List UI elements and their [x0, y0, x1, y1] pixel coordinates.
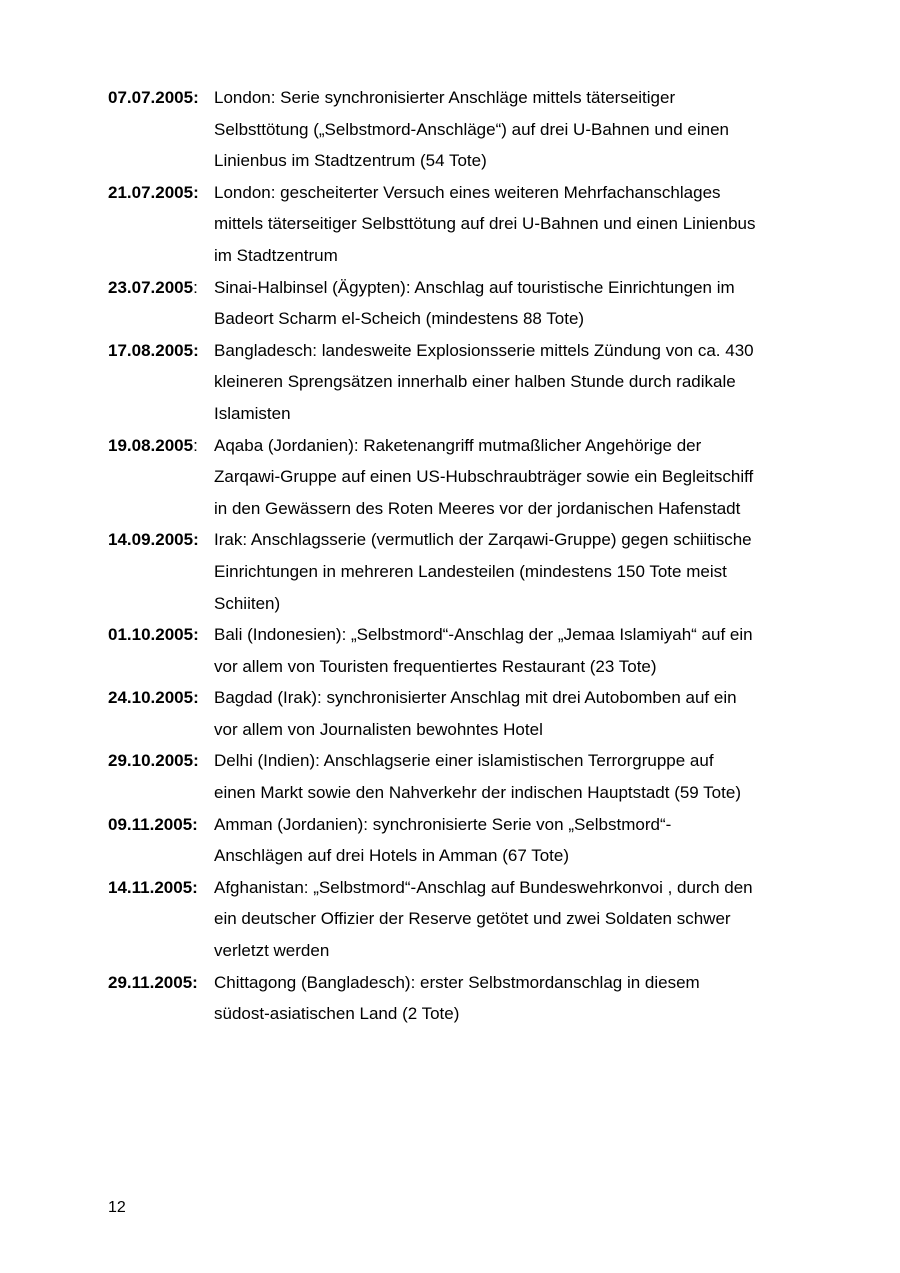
chronology-entry — [108, 335, 808, 430]
chronology-entry — [108, 177, 808, 272]
entry-text: Chittagong (Bangladesch): erster Selbstmordanschlag in diesem südost-asiatischen Land (2 Tote) — [214, 972, 700, 1024]
entry-date: 14.11.2005: — [108, 877, 198, 897]
entry-date: 29.11.2005: — [108, 972, 198, 992]
chronology-entry — [108, 967, 808, 1030]
entry-text: Aqaba (Jordanien): Raketenangriff mutmaßlicher Angehörige der Zarqawi-Gruppe auf einen US-Hubschraubträger sowie ein Begleitschiff in den Gewässern des Roten Meeres vor der jordanischen Hafenstadt — [214, 435, 754, 518]
entry-date: 23.07.2005 — [108, 277, 194, 297]
chronology-entry — [108, 619, 808, 682]
chronology-entry — [108, 872, 808, 967]
entry-date: 24.10.2005: — [108, 688, 199, 708]
entry-text: Delhi (Indien): Anschlagserie einer islamistischen Terrorgruppe auf einen Markt sowie den Nahverkehr der indischen Hauptstadt (59 Tote) — [214, 751, 741, 803]
entry-text: Sinai-Halbinsel (Ägypten): Anschlag auf touristische Einrichtungen im Badeort Scharm el-Scheich (mindestens 88 Tote) — [214, 277, 735, 329]
chronology-entry — [108, 430, 808, 525]
entry-date-wrapper — [108, 430, 214, 462]
chronology-entry — [108, 524, 808, 619]
entry-text: Bangladesch: landesweite Explosionsserie mittels Zündung von ca. 430 kleineren Sprengsätzen innerhalb einer halben Stunde durch radikale Islamisten — [214, 340, 754, 423]
entry-date: 14.09.2005: — [108, 530, 199, 550]
entry-date: 17.08.2005: — [108, 340, 199, 360]
entry-text: London: gescheiterter Versuch eines weiteren Mehrfachanschlages mittels täterseitiger Selbsttötung auf drei U-Bahnen und einen Linienbus im Stadtzentrum — [214, 182, 756, 265]
entry-date-colon: : — [193, 277, 198, 297]
entry-date: 01.10.2005: — [108, 625, 199, 645]
chronology-entry — [108, 82, 808, 177]
page-number: 12 — [108, 1199, 126, 1216]
entry-date: 09.11.2005: — [108, 814, 198, 834]
entry-date: 07.07.2005: — [108, 88, 199, 107]
chronology-entry — [108, 745, 808, 808]
entry-text: London: Serie synchronisierter Anschläge mittels täterseitiger Selbsttötung („Selbstmord-Anschläge“) auf drei U-Bahnen und einen Linienbus im Stadtzentrum (54 Tote) — [214, 88, 730, 171]
entry-text: Amman (Jordanien): synchronisierte Serie von „Selbstmord“- Anschlägen auf drei Hotels in Amman (67 Tote) — [214, 814, 672, 866]
entry-date: 29.10.2005: — [108, 751, 199, 771]
chronology-list — [108, 82, 808, 1030]
chronology-entry — [108, 809, 808, 872]
entry-date: 19.08.2005 — [108, 435, 194, 455]
entry-text: Afghanistan: „Selbstmord“-Anschlag auf Bundeswehrkonvoi , durch den ein deutscher Offizier der Reserve getötet und zwei Soldaten schwer verletzt werden — [214, 877, 753, 961]
entry-text: Irak: Anschlagsserie (vermutlich der Zarqawi-Gruppe) gegen schiitische Einrichtungen in mehreren Landesteilen (mindestens 150 Tote meist Schiiten) — [214, 530, 752, 613]
entry-date-wrapper — [108, 272, 214, 304]
entry-date: 21.07.2005: — [108, 182, 199, 202]
entry-date-colon: : — [193, 435, 198, 455]
entry-text: Bagdad (Irak): synchronisierter Anschlag mit drei Autobomben auf ein vor allem von Journalisten bewohntes Hotel — [214, 688, 737, 739]
chronology-entry — [108, 272, 808, 335]
entry-text: Bali (Indonesien): „Selbstmord“-Anschlag der „Jemaa Islamiyah“ auf ein vor allem von Touristen frequentiertes Restaurant (23 Tote) — [214, 625, 753, 676]
chronology-entry — [108, 682, 808, 745]
